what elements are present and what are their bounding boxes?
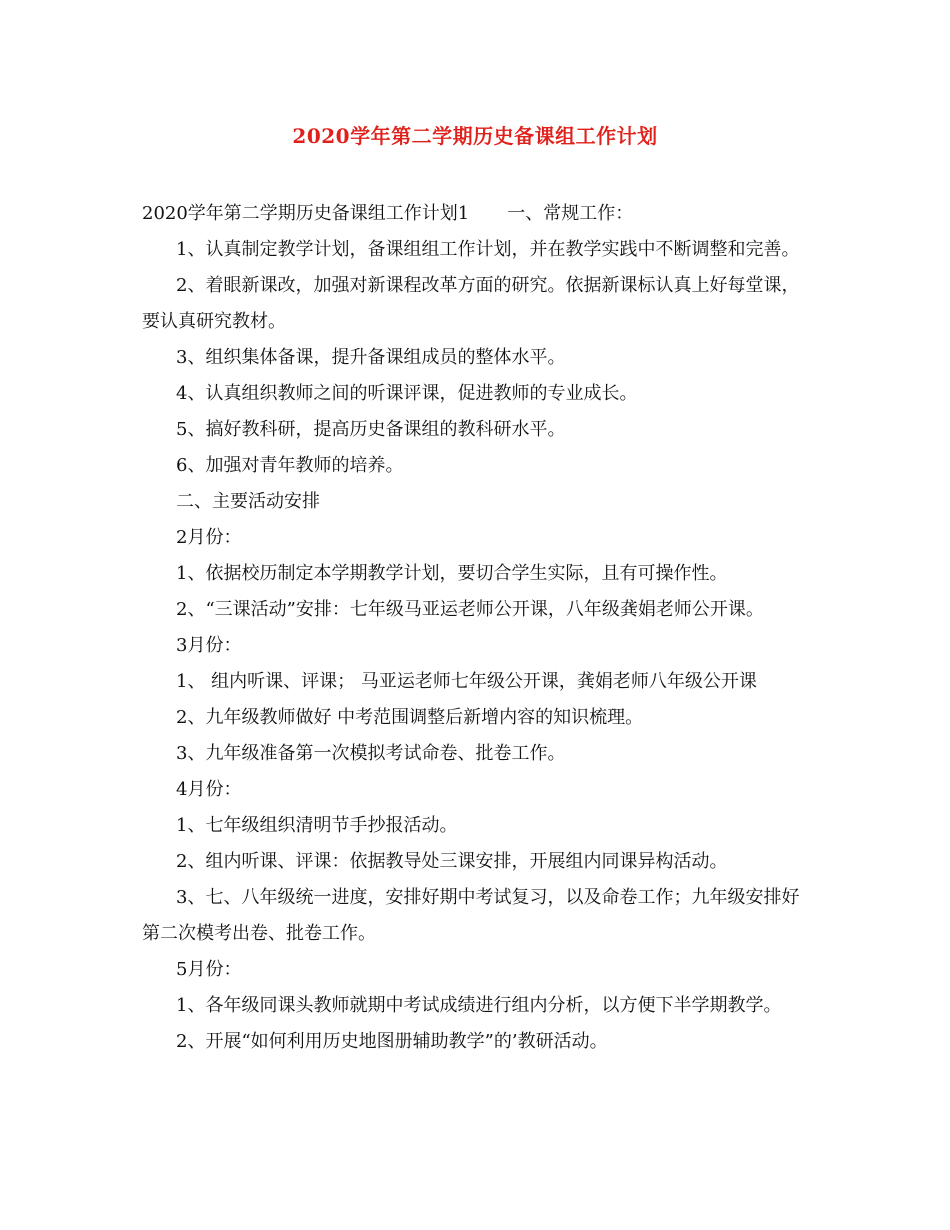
- paragraph: 2、“三课活动”安排：七年级马亚运老师公开课，八年级龚娟老师公开课。: [176, 599, 764, 620]
- month-heading: 2月份：: [176, 527, 242, 548]
- paragraph: 2、着眼新课改，加强对新课程改革方面的研究。依据新课标认真上好每堂课， 要认真研究教材。: [142, 275, 800, 332]
- paragraph: 1、 组内听课、评课； 马亚运老师七年级公开课，龚娟老师八年级公开课: [176, 671, 757, 692]
- first-line: [142, 196, 802, 232]
- paragraph: 4、认真组织教师之间的听课评课，促进教师的专业成长。: [176, 383, 638, 404]
- paragraph: 5、搞好教科研，提高历史备课组的教科研水平。: [176, 419, 566, 440]
- paragraph: 3、组织集体备课，提升备课组成员的整体水平。: [176, 347, 566, 368]
- paragraph: 3、九年级准备第一次模拟考试命卷、批卷工作。: [176, 743, 566, 764]
- paragraph: 2、开展“如何利用历史地图册辅助教学”的’教研活动。: [176, 1031, 608, 1052]
- paragraph: 2、组内听课、评课：依据教导处三课安排，开展组内同课异构活动。: [176, 851, 728, 872]
- paragraph: 1、认真制定教学计划，备课组组工作计划，并在教学实践中不断调整和完善。: [176, 239, 800, 260]
- first-line-section: 一、常规工作：: [507, 203, 634, 224]
- paragraph: 6、加强对青年教师的培养。: [176, 455, 404, 476]
- first-line-heading: 2020学年第二学期历史备课组工作计划1: [142, 203, 470, 224]
- month-heading: 3月份：: [176, 635, 242, 656]
- paragraph: 1、依据校历制定本学期教学计划，要切合学生实际，且有可操作性。: [176, 563, 728, 584]
- paragraph: 2、九年级教师做好 中考范围调整后新增内容的知识梳理。: [176, 707, 644, 728]
- paragraph: 3、七、八年级统一进度，安排好期中考试复习，以及命卷工作；九年级安排好第二次模考出卷、批卷工作。: [142, 887, 800, 944]
- document-title: 2020学年第二学期历史备课组工作计划: [292, 124, 658, 148]
- section-heading: 二、主要活动安排: [176, 491, 320, 512]
- month-heading: 4月份：: [176, 779, 242, 800]
- month-heading: 5月份：: [176, 959, 242, 980]
- paragraph: 1、各年级同课头教师就期中考试成绩进行组内分析，以方便下半学期教学。: [176, 995, 782, 1016]
- document-body: [142, 196, 802, 1060]
- paragraph: 1、七年级组织清明节手抄报活动。: [176, 815, 458, 836]
